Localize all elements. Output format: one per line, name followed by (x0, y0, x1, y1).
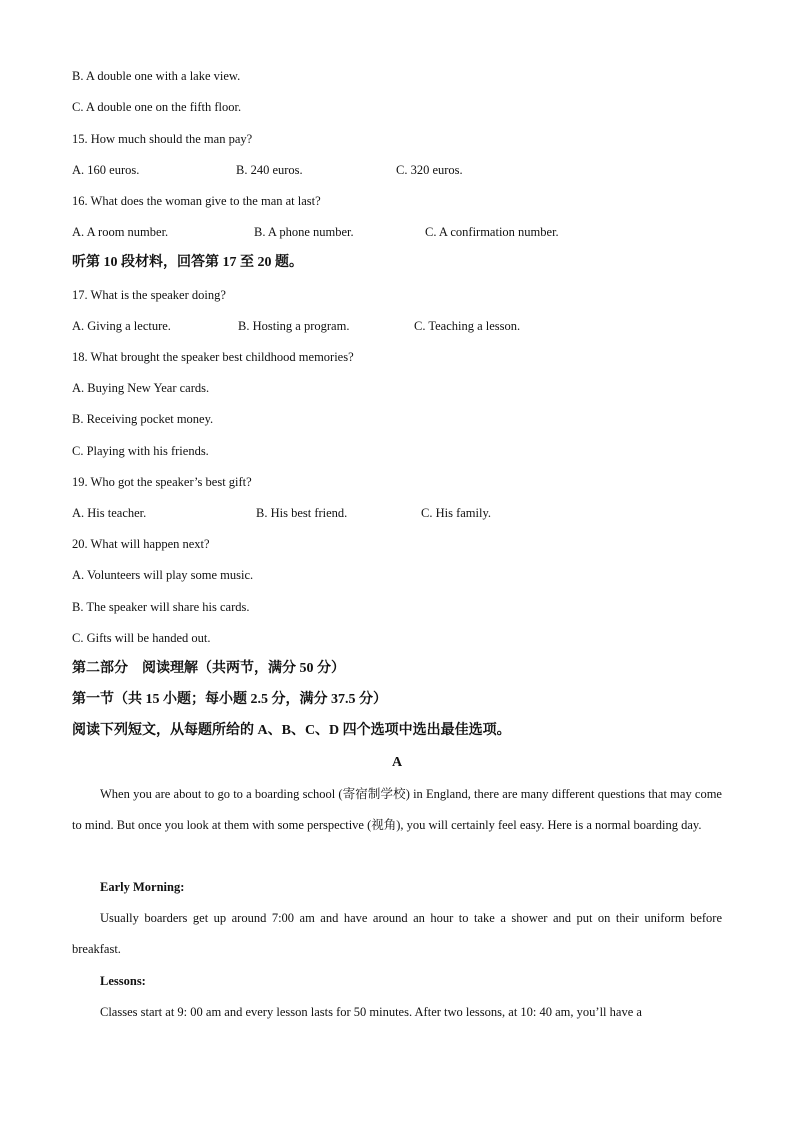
passage-intro: When you are about to go to a boarding school (寄宿制学校) in England, there are many different questions that may come to mind. But once you look at them with some perspective (视角), you will certainly feel easy. Here is a normal boarding day. (72, 787, 722, 833)
q18-option-a: A. Buying New Year cards. (72, 381, 210, 395)
early-morning-text: Usually boarders get up around 7:00 am and have around an hour to take a shower and put on their uniform before breakfast. (72, 911, 722, 957)
part-two-heading: 第二部分 阅读理解（共两节，满分 50 分） (72, 661, 345, 676)
q15-option-a: A. 160 euros. (72, 163, 140, 177)
reading-instruction: 阅读下列短文，从每题所给的 A、B、C、D 四个选项中选出最佳选项。 (72, 723, 511, 738)
q16-question: 16. What does the woman give to the man at last? (72, 194, 321, 208)
q18-question: 18. What brought the speaker best childhood memories? (72, 350, 354, 364)
q20-option-c: C. Gifts will be handed out. (72, 631, 211, 645)
q15-question: 15. How much should the man pay? (72, 132, 253, 146)
q19-option-c: C. His family. (421, 506, 492, 520)
q20-option-a: A. Volunteers will play some music. (72, 568, 254, 582)
q17-option-c: C. Teaching a lesson. (414, 319, 521, 333)
lessons-title: Lessons: (100, 974, 146, 988)
q18-option-b: B. Receiving pocket money. (72, 412, 214, 426)
q17-question: 17. What is the speaker doing? (72, 288, 226, 302)
q14-option-b: B. A double one with a lake view. (72, 69, 241, 83)
q18-option-c: C. Playing with his friends. (72, 444, 209, 458)
q20-question: 20. What will happen next? (72, 537, 210, 551)
q15-option-c: C. 320 euros. (396, 163, 463, 177)
q17-option-a: A. Giving a lecture. (72, 319, 171, 333)
q15-option-b: B. 240 euros. (236, 163, 303, 177)
q17-option-b: B. Hosting a program. (238, 319, 350, 333)
q19-question: 19. Who got the speaker’s best gift? (72, 475, 252, 489)
q14-option-c: C. A double one on the fifth floor. (72, 100, 242, 114)
q16-option-c: C. A confirmation number. (425, 225, 559, 239)
early-morning-title: Early Morning: (100, 880, 185, 894)
section-one-heading: 第一节（共 15 小题；每小题 2.5 分，满分 37.5 分） (72, 692, 387, 707)
q16-option-b: B. A phone number. (254, 225, 354, 239)
passage-label: A (391, 755, 403, 770)
q19-option-b: B. His best friend. (256, 506, 348, 520)
q19-option-a: A. His teacher. (72, 506, 147, 520)
lessons-text: Classes start at 9: 00 am and every lesson lasts for 50 minutes. After two lessons, at 10: 40 am, you’ll have a (100, 1005, 642, 1019)
q20-option-b: B. The speaker will share his cards. (72, 600, 250, 614)
q16-option-a: A. A room number. (72, 225, 169, 239)
section10-heading: 听第 10 段材料，回答第 17 至 20 题。 (72, 255, 303, 270)
